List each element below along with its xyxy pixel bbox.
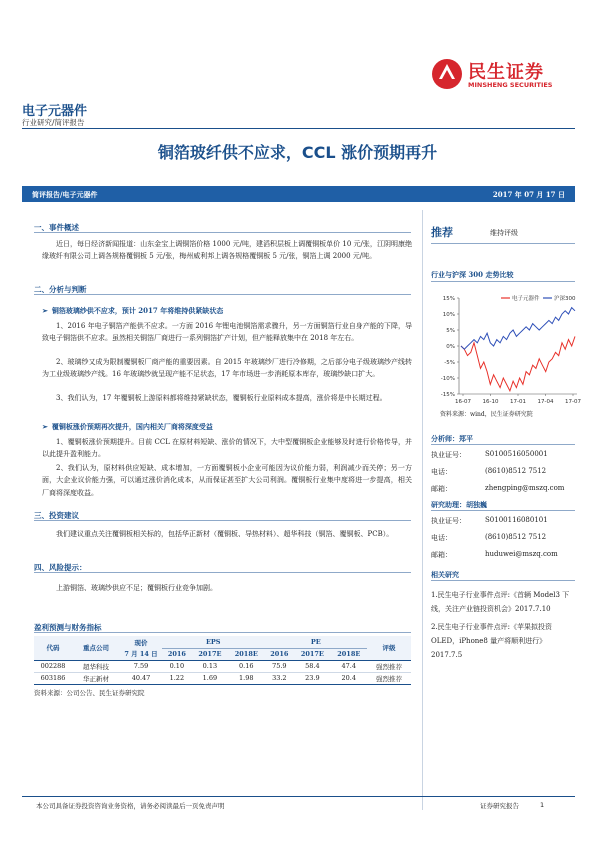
arrow-icon: ➢ [42,422,48,431]
footer-report-label: 证券研究报告 [480,802,519,810]
report-type: 行业研究/简评报告 [22,118,85,127]
report-title: 铜箔玻纤供不应求，CCL 涨价预期再升 [157,143,438,162]
section-rule [34,632,411,633]
x-tick-label: 17-01 [510,399,526,405]
page-number: 1 [540,801,545,809]
rating-value: 维持评级 [490,229,518,237]
section-3-text: 我们建议重点关注覆铜板相关标的，包括华正新材（覆铜板、导热材料）、超华科技（铜箔、覆铜板、PCB）。 [56,530,394,538]
footer-disclaimer: 本公司具备证券投资咨询业务资格，请务必阅读最后一页免责声明 [36,802,225,810]
cell-rating: 强烈推荐 [376,662,402,671]
cell-pe: 23.9 [305,674,320,682]
header-year: 2018E [331,648,367,660]
section-rule [34,232,411,233]
y-tick-label: 15% [442,296,455,302]
bar-date: 2017 年 07 月 17 日 [492,190,565,199]
header-company: 重点公司 [72,636,120,660]
section-1-text: 近日，每日经济新闻报道：山东金宝上调铜箔价格 1000 元/吨，建滔积层板上调覆铜板单价 10 元/张，江阴明康绝缘玻纤有限公司上调各规格覆铜板 5 元/张，梅州威利邦上调各规格覆铜板 5 元/张，铜箔上调 2000 元/吨。 [42,240,412,261]
section-rule [34,294,411,295]
table-row [34,660,411,672]
rating-rule [431,243,575,244]
header-price-date: 7 月 14 日 [120,648,162,660]
y-tick-label: -15% [440,392,455,398]
y-tick-label: -10% [440,376,455,382]
header-eps: EPS [162,636,264,648]
logo-en: MINSHENG SECURITIES [468,81,553,89]
subhead-2: ➢ 覆铜板涨价预期再次提升，国内相关厂商将深度受益 [42,422,213,431]
minsheng-logo-icon [430,57,464,91]
section-3-title: 三、投资建议 [34,511,79,520]
cell-company: 超华科技 [83,662,109,671]
header-year: 2018E [228,648,264,660]
related-rule [431,580,575,581]
cell-price: 40.47 [131,674,151,682]
cell-code: 603186 [40,674,66,682]
logo-cn: 民生证券 [468,62,544,83]
header-year: 2016 [162,648,192,660]
y-tick-label: 0% [446,344,455,350]
analyst-cert: 执业证号： S0100516050001 [431,450,548,459]
cell-price: 7.59 [133,662,149,670]
table-source: 资料来源：公司公告、民生证券研究院 [34,688,145,697]
brand-logo [430,57,580,91]
y-tick-label: -5% [444,360,455,366]
arrow-icon: ➢ [42,306,48,315]
chart-title: 行业与沪深 300 走势比较 [431,270,514,279]
table-header-row [34,636,411,648]
x-tick-label: 16-07 [455,399,471,405]
finance-table [34,636,411,685]
cell-rating: 强烈推荐 [376,674,402,683]
assistant-cert: 执业证号： S0100116080101 [431,516,548,525]
chart-rule [431,281,575,282]
table-row [34,672,411,684]
industry-name: 电子元器件 [22,104,88,119]
footer-rule [22,796,575,797]
series-line-index [461,308,575,350]
assistant-phone: 电话： (8610)8512 7512 [431,533,547,542]
cell-eps: 0.13 [202,662,218,670]
assistant-title: 研究助理：胡独巍 [431,500,487,509]
rating-label: 推荐 [431,226,453,239]
related-title: 相关研究 [431,570,459,579]
right-divider [422,210,423,810]
cell-pe: 47.4 [341,662,357,670]
section-rule [34,572,411,573]
section-2-p3: 3、我们认为，17 年覆铜板上游原料都将维持紧缺状态，覆铜板行业原料成本提高，涨价将是中长期过程。 [56,394,387,402]
related-item-2[interactable]: 2.民生电子行业事件点评:《苹果拟投资 OLED，iPhone8 量产将顺利进行》2017.7.5 [431,623,553,659]
header-year: 2017E [192,648,228,660]
analyst-rule [431,444,575,445]
cell-code: 002288 [40,662,66,670]
header-rating: 评级 [367,636,411,660]
series-line-industry [461,336,575,390]
cell-eps: 1.98 [239,674,254,682]
cell-pe: 58.4 [305,662,320,670]
legend-label: 沪深300 [554,296,576,302]
analyst-phone: 电话： (8610)8512 7512 [431,467,547,476]
cell-eps: 1.22 [169,674,185,682]
cell-pe: 75.9 [272,662,287,670]
subhead-1: ➢ 铜箔玻璃纱供不应求，预计 2017 年将维持供紧缺状态 [42,306,224,315]
section-4-title: 四、风险提示： [34,563,87,572]
section-2-p4: 1、覆铜板涨价预期提升。目前 CCL 在原材料短缺、涨价的情况下，大中型覆铜板企业能够及时进行价格传导，并以此提升盈利能力。 [42,438,412,459]
performance-chart [431,290,581,410]
section-1-title: 一、事件概述 [34,223,79,232]
header-code: 代码 [34,636,72,660]
header-year: 2017E [294,648,330,660]
assistant-rule [431,510,575,511]
analyst-email: 邮箱： zhengping@mszq.com [431,484,565,493]
section-4-text: 上游铜箔、玻璃纱供应不足；覆铜板行业竞争加剧。 [56,584,217,592]
header-price: 现价 [120,636,162,648]
assistant-email: 邮箱： huduwei@mszq.com [431,550,558,559]
y-tick-label: 10% [442,312,455,318]
header-rule [22,128,575,129]
cell-pe: 20.4 [341,674,357,682]
x-tick-label: 17-04 [537,399,554,405]
related-item-1[interactable]: 1.民生电子行业事件点评:《首辆 Model3 下线，关注产业链投资机会》2017.7.10 [431,591,570,613]
header-pe: PE [264,636,367,648]
cell-eps: 1.69 [202,674,218,682]
report-bar [22,186,575,202]
analyst-title: 分析师：郑平 [431,434,473,443]
legend-label: 电子元器件 [512,296,540,302]
header-year: 2016 [264,648,294,660]
section-rule [34,520,411,521]
section-2-p1: 1、2016 年电子铜箔产能供不应求。一方面 2016 年锂电池铜箔需求骤升，另一方面铜箔行业自身产能的下降，导致电子铜箔供不应求。虽然相关铜箔厂商进行一系列铜箔扩产计划，但产能释放集中在 2018 年左右。 [42,322,412,343]
finance-table-wrap [34,636,411,697]
cell-company: 华正新材 [83,674,109,683]
y-tick-label: 5% [446,328,455,334]
cell-eps: 0.10 [169,662,185,670]
cell-eps: 0.16 [239,662,254,670]
bar-category: 简评报告/电子元器件 [32,190,98,199]
section-2-p2: 2、玻璃纱又成为限制覆铜板厂商产能的重要因素。自 2015 年玻璃纱厂进行冷修期，之后部分电子级玻璃纱产线转为工业级玻璃纱产线。16 年玻璃纱就呈现产能不足状态，17 年市场进一步消耗原本库存，玻璃纱缺口扩大。 [42,358,412,379]
x-tick-label: 17-07 [565,399,581,405]
section-2-title: 二、分析与判断 [34,285,87,294]
chart-source: 资料来源：wind，民生证券研究院 [440,411,533,418]
cell-pe: 33.2 [272,674,287,682]
section-2-p5: 2、我们认为，原材料供应短缺、成本增加，一方面覆铜板小企业可能因为议价能力弱，利润减少而关停；另一方面，大企业议价能力强，可以通过涨价消化成本，从而保证甚至扩大公司利润。覆铜板行业集中度将进一步提高，相关厂商将深度收益。 [42,464,412,497]
finance-title: 盈利预测与财务指标 [34,623,102,632]
x-tick-label: 16-10 [482,399,499,405]
